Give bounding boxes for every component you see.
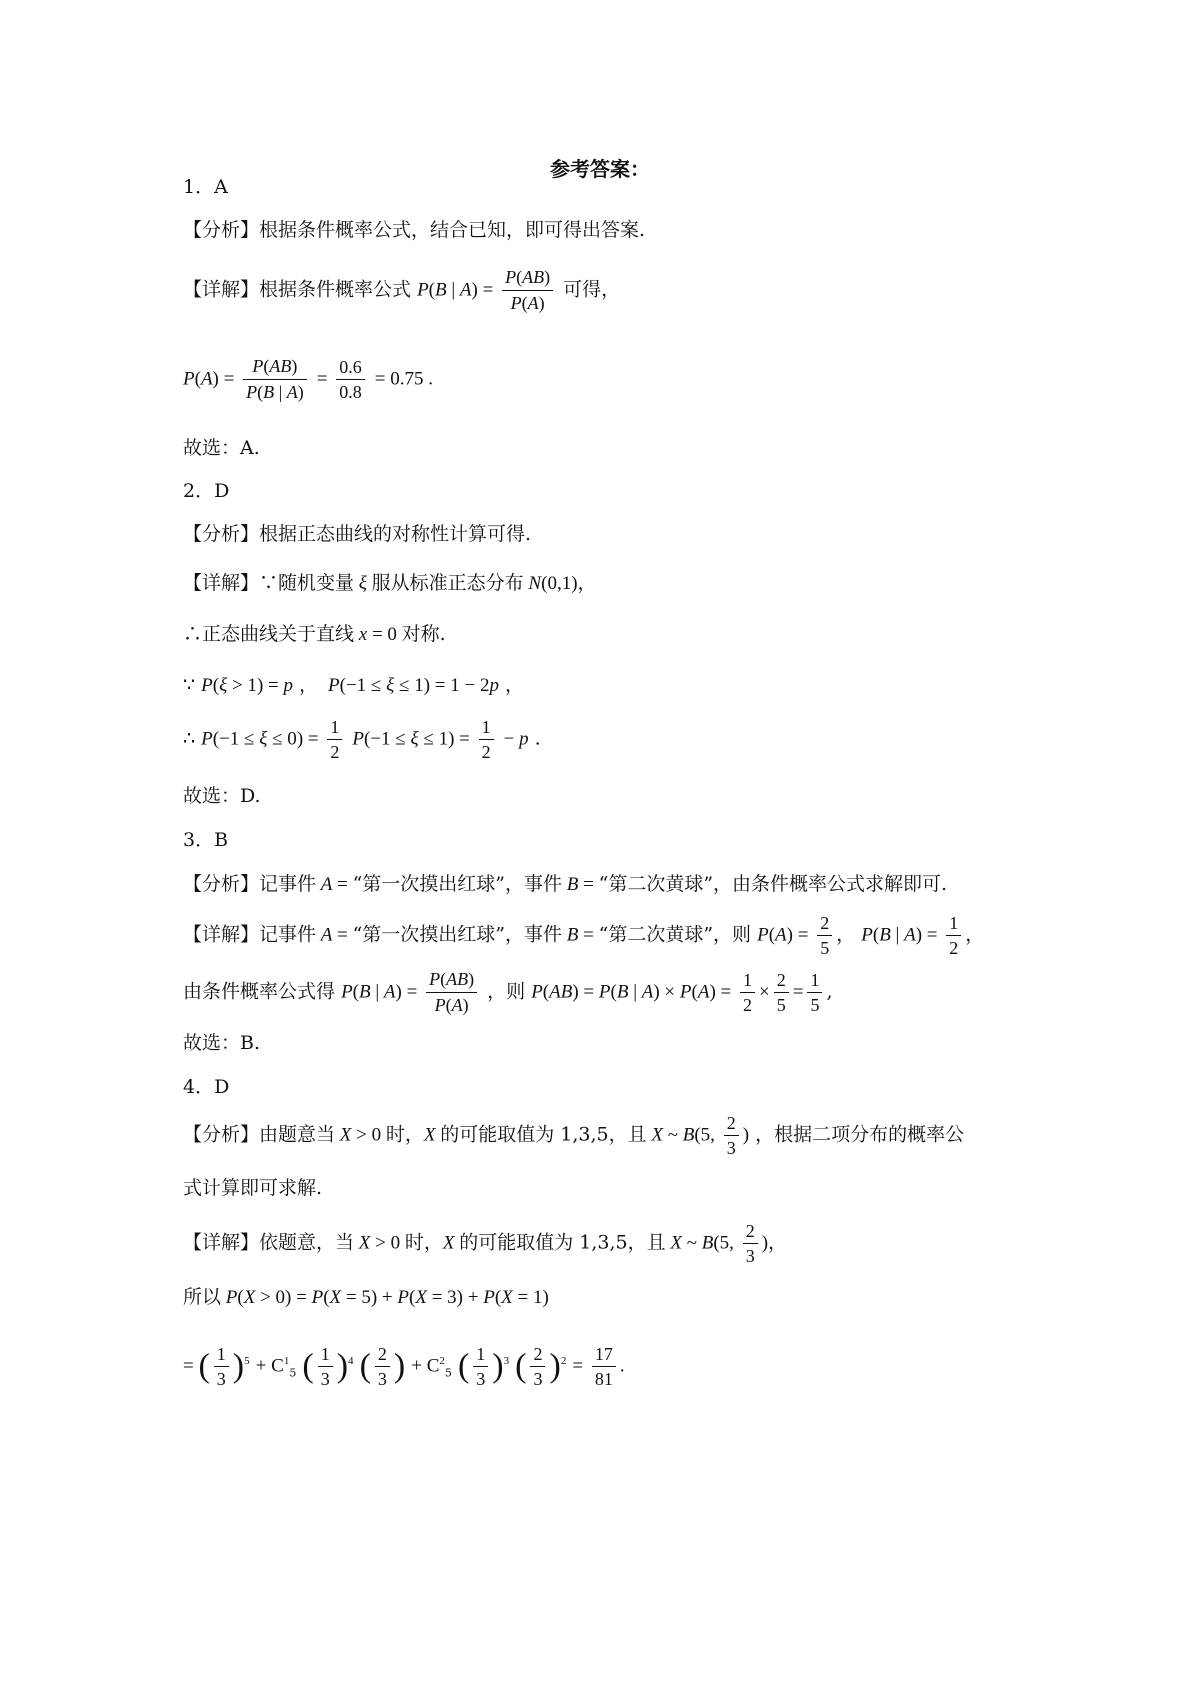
q3-formula: 由条件概率公式得 P(B | A) = $\frac{P(AB)}{P(A)}$ ，则 P(AB) = P(B | A) × P(A) = $\frac{1}{2}$ × $\frac{2}{5}$ = $\frac{1}{5}$ , (183, 969, 833, 1015)
q2-detail: 【详解】∵随机变量 ξ 服从标准正态分布 N(0,1)， (183, 572, 597, 594)
q1-analysis: 【分析】根据条件概率公式，结合已知，即可得出答案. (183, 219, 646, 241)
q1-calc-fraction: $\frac{P(AB)}{P(B | A)}$ (243, 357, 307, 402)
q2-number: 2．D (183, 480, 230, 502)
q1-detail-tail: 可得， (563, 278, 621, 301)
page-title: 参考答案： (550, 157, 650, 181)
q3-detail: 【详解】记事件 A = “第一次摸出红球”，事件 B = “第二次黄球”，则 P(A) = $\frac{2}{5}$ ， P(B | A) = $\frac{1}{2}$ ， (183, 913, 985, 958)
q4-number: 4．D (183, 1076, 230, 1098)
q3-choice: 故选：B. (183, 1032, 261, 1054)
q4-result-fraction: $\frac{17}{81}$ (592, 1345, 616, 1388)
q1-detail: 【详解】根据条件概率公式 P(B | A) = $\frac{P(AB)}{P(A)}$ 可得， (183, 267, 621, 313)
q1-detail-lead: 【详解】根据条件概率公式 (183, 278, 412, 301)
q2-symmetry-line: ∴正态曲线关于直线 x = 0 对称. (183, 623, 446, 645)
q1-conditional-fraction: $\frac{P(AB)}{P(A)}$ (502, 268, 553, 313)
q3-number: 3．B (183, 829, 229, 851)
q2-conclusion: ∴ P(−1 ≤ ξ ≤ 0) = $\frac{1}{2}$ P(−1 ≤ ξ ≤ 1) = $\frac{1}{2}$ − p . (183, 717, 541, 762)
q2-analysis: 【分析】根据正态曲线的对称性计算可得. (183, 523, 532, 545)
q4-detail: 【详解】依题意，当 X > 0 时，X 的可能取值为 1,3,5，且 X ~ B(5, $\frac{2}{3}$ )， (183, 1221, 788, 1266)
q1-choice: 故选：A. (183, 437, 260, 459)
q4-analysis: 【分析】由题意当 X > 0 时，X 的可能取值为 1,3,5，且 X ~ B(5, $\frac{2}{3}$ ) ，根据二项分布的概率公 (183, 1113, 965, 1158)
q1-result: = 0.75 (374, 368, 424, 390)
q1-calculation: P(A) = $\frac{P(AB)}{P(B | A)}$ = $\frac{0.6}{0.8}$ = 0.75 . (183, 356, 433, 402)
q2-given: ∵ P(ξ > 1) = p ， P(−1 ≤ ξ ≤ 1) = 1 − 2p ， (183, 674, 525, 696)
q1-number: 1．A (183, 176, 228, 198)
q4-binomial-expansion: = ( $\frac{1}{3}$ )$^5 + C^1_5$ ( $\frac{1}{3}$ )$^4$ ( $\frac{2}{3}$ ) + $C^2_5$ ( $\frac{1}{3}$ )$^3$ ( $\frac{2}{3}$ )$^2$ = $\frac{17}{81}$ . (183, 1344, 625, 1389)
q1-value-fraction: $\frac{0.6}{0.8}$ (336, 358, 365, 401)
q4-sum: 所以 P(X > 0) = P(X = 5) + P(X = 3) + P(X = 1) (183, 1286, 549, 1308)
q3-analysis: 【分析】记事件 A = “第一次摸出红球”，事件 B = “第二次黄球”，由条件概率公式求解即可. (183, 873, 948, 895)
q4-analysis-line2: 式计算即可求解. (183, 1177, 323, 1199)
q2-choice: 故选：D. (183, 785, 261, 807)
